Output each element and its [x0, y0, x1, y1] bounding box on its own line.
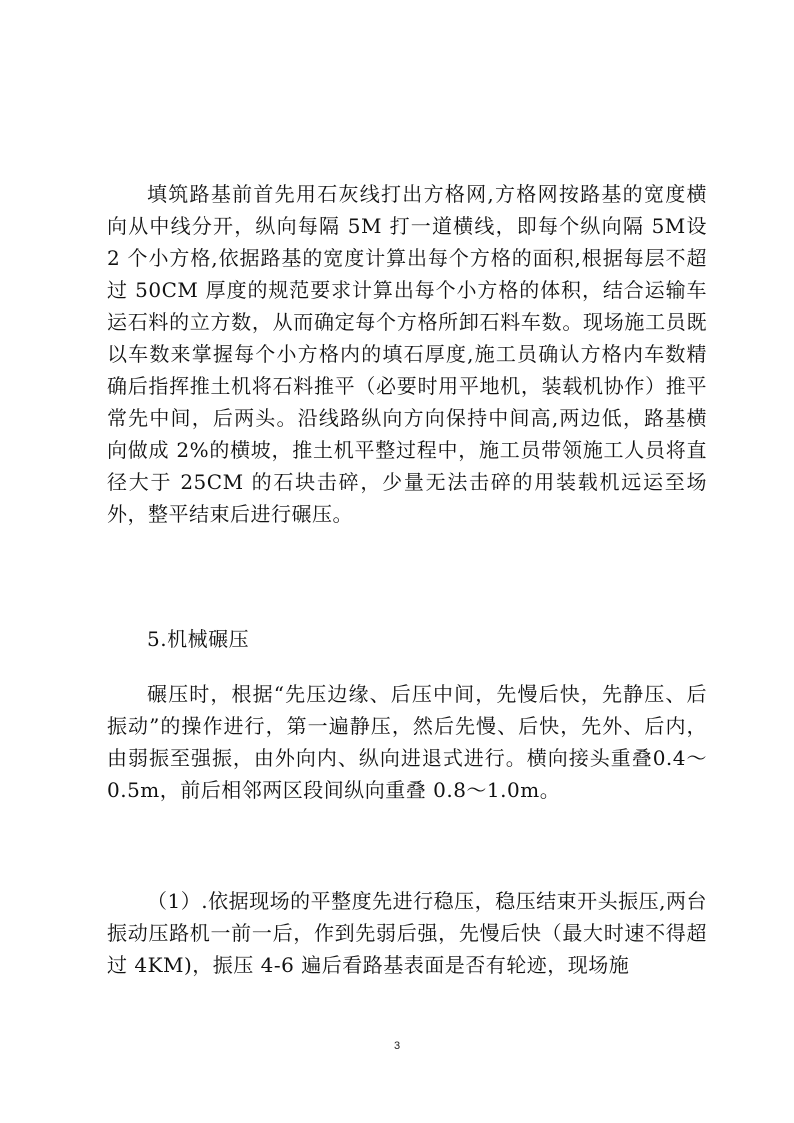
- body-paragraph-step-1: （1）.依据现场的平整度先进行稳压，稳压结束开头振压,两台振动压路机一前一后，作到先弱后强，先慢后快（最大时速不得超过 4KM)，振压 4-6 遍后看路基表面是否有轮迹，现场施: [107, 889, 707, 977]
- body-paragraph-subgrade-filling: 填筑路基前首先用石灰线打出方格网,方格网按路基的宽度横向从中线分开，纵向每隔 5M 打一道横线，即每个纵向隔 5M设 2 个小方格,依据路基的宽度计算出每个方格的面积,根据每层不超过 50CM 厚度的规范要求计算出每个小方格的体积，结合运输车运石料的立方数，从而确定每个方格所卸石料车数。现场施工员既以车数来掌握每个小方格内的填石厚度,施工员确认方格内车数精确后指挥推土机将石料推平（必要时用平地机，装载机协作）推平常先中间，后两头。沿线路纵向方向保持中间高,两边低，路基横向做成 2%的横坡，推土机平整过程中，施工员带领施工人员将直径大于 25CM 的石块击碎，少量无法击碎的用装载机远运至场外，整平结束后进行碾压。: [107, 182, 707, 526]
- page-number: 3: [393, 1040, 401, 1052]
- body-paragraph-compaction-method: 碾压时，根据“先压边缘、后压中间，先慢后快，先静压、后振动”的操作进行，第一遍静压，然后先慢、后快，先外、后内，由弱振至强振，由外向内、纵向进退式进行。横向接头重叠0.4～0.5m，前后相邻两区段间纵向重叠 0.8～1.0m。: [107, 682, 707, 802]
- section-heading-mechanical-compaction: 5.机械碾压: [147, 627, 250, 651]
